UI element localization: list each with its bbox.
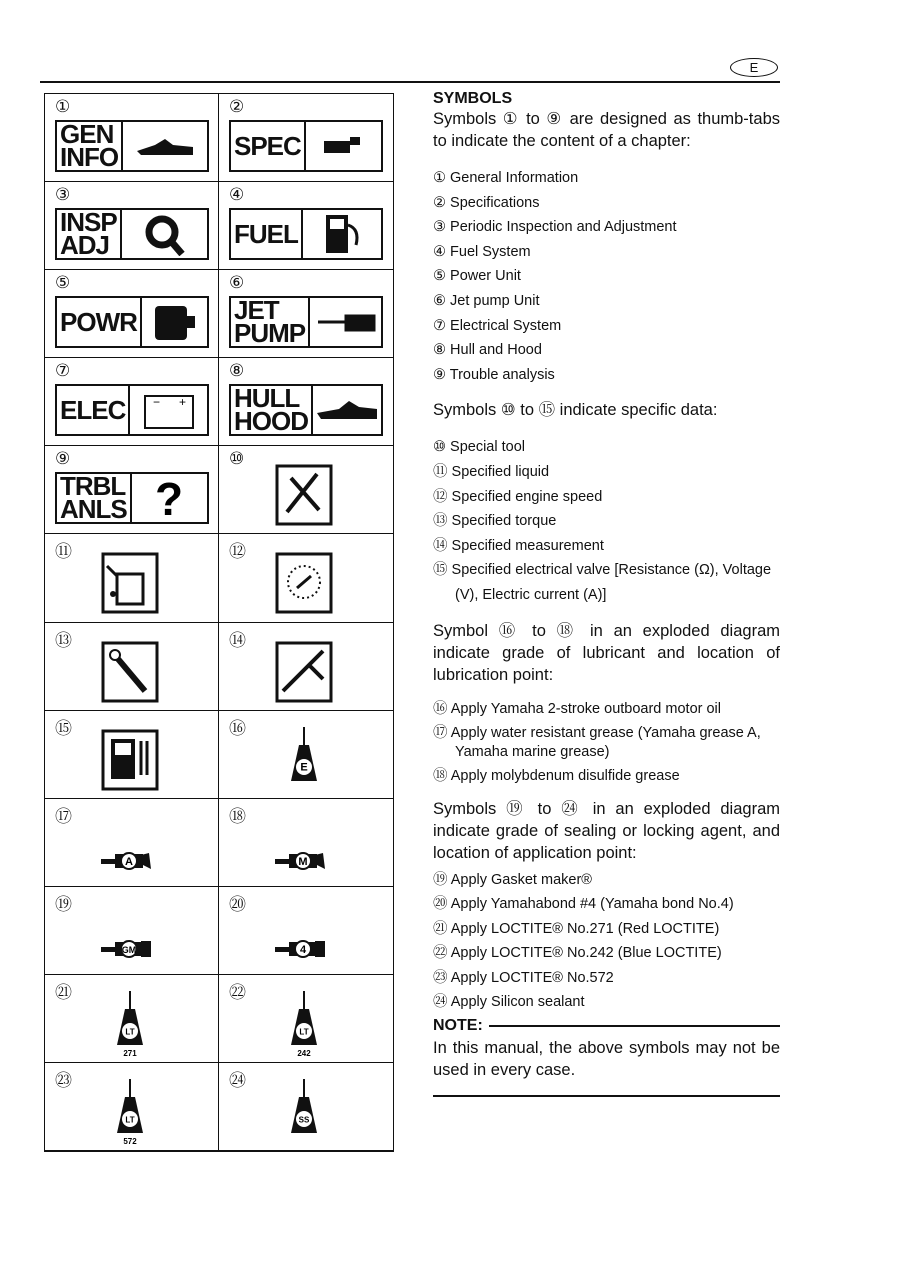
symbol-number: ㉓ [55, 1071, 72, 1091]
symbol-cell [45, 270, 219, 358]
thumb-tab-label: ANLS [60, 494, 127, 525]
symbol-number: ⑰ [55, 806, 72, 826]
thumb-tab-label: JET [234, 295, 279, 326]
thumb-tab [55, 384, 209, 436]
chapter-list [433, 166, 780, 387]
symbol-number: ③ [55, 185, 71, 205]
symbol-cell [219, 623, 393, 711]
list-item: ⑪ Specified liquid [433, 463, 550, 480]
lubricant-list [433, 700, 780, 786]
svg-text:+: + [178, 395, 186, 410]
symbol-cell [45, 799, 219, 887]
symbol-number: ⑩ [229, 449, 245, 469]
list-item: ⑫ Specified engine speed [433, 488, 603, 505]
note-text: In this manual, the above symbols may not be used in every case. [433, 1039, 780, 1080]
symbol-cell [219, 534, 393, 622]
symbol-cell [219, 94, 393, 182]
thumb-tab-label: PUMP [234, 318, 306, 349]
list-item: ⑩ Special tool [433, 439, 525, 456]
list-item: ⑥ Jet pump Unit [433, 292, 540, 309]
symbol-number: ㉔ [229, 1071, 246, 1091]
thumb-tab-label: HOOD [234, 406, 308, 437]
battery-icon [130, 386, 207, 434]
symbol-number: ⑳ [229, 894, 246, 914]
thumb-tab [55, 208, 209, 260]
symbol-cell [219, 446, 393, 534]
symbol-number: ㉒ [229, 982, 246, 1002]
svg-text:4: 4 [299, 943, 307, 956]
thumb-tab [229, 120, 383, 172]
symbol-cell [219, 799, 393, 887]
symbol-cell [219, 711, 393, 799]
engine-icon [142, 298, 207, 346]
list-item: ⑱ Apply molybdenum disulfide grease [433, 767, 680, 784]
symbol-number: ⑲ [55, 894, 72, 914]
list-item: ① General Information [433, 170, 579, 186]
symbol-number: ① [55, 97, 71, 116]
symbol-number: ⑪ [55, 542, 72, 562]
symbol-cell [45, 358, 219, 446]
jet-pump-icon [310, 298, 381, 346]
thumb-tab-label: INFO [60, 142, 119, 172]
note-end-rule [433, 1095, 780, 1097]
symbol-number: ⑦ [55, 361, 71, 381]
symbol-number: ④ [229, 185, 245, 205]
intro-sealant: Symbols ⑲ to ㉔ in an exploded diagram indicate grade of sealing or locking agent, and location of application point: [433, 799, 780, 862]
thumb-tab [55, 296, 209, 348]
list-item: ⑨ Trouble analysis [433, 366, 555, 383]
symbol-number: ⑤ [55, 273, 71, 293]
svg-text:271: 271 [123, 1048, 137, 1057]
thumb-tab-label: TRBL [60, 471, 126, 502]
thumb-tab [229, 384, 383, 436]
list-item: ㉑ Apply LOCTITE® No.271 (Red LOCTITE) [433, 920, 720, 937]
symbol-cell [219, 1063, 393, 1151]
language-logo: E [730, 58, 778, 77]
list-item: ⑤ Power Unit [433, 268, 521, 285]
jetski-icon [123, 122, 207, 170]
wrench-gauge-icon [306, 122, 381, 170]
thumb-tab [229, 296, 383, 348]
sealant-list [433, 868, 780, 1016]
symbol-cell [219, 887, 393, 975]
svg-text:LT: LT [125, 1027, 135, 1037]
symbol-cell [45, 182, 219, 270]
symbol-cell [45, 623, 219, 711]
fuel-pump-icon [303, 210, 381, 258]
thumb-tab-label: HULL [234, 383, 300, 414]
list-item: ㉒ Apply LOCTITE® No.242 (Blue LOCTITE) [433, 945, 722, 962]
symbol-table [44, 93, 394, 1152]
list-item: ⑲ Apply Gasket maker® [433, 871, 592, 888]
symbol-number: ⑮ [55, 718, 72, 738]
thumb-tab-label: POWR [60, 306, 137, 337]
list-item: ⑦ Electrical System [433, 317, 562, 334]
svg-text:−: − [152, 395, 160, 410]
symbol-number: ⑧ [229, 361, 245, 381]
symbol-cell [45, 94, 219, 182]
data-list [433, 435, 780, 607]
symbol-cell [219, 182, 393, 270]
svg-text:572: 572 [123, 1137, 137, 1146]
symbol-number: ② [229, 97, 245, 116]
thumb-tab-label: ELEC [60, 394, 126, 425]
thumb-tab-label: INSP [60, 207, 117, 238]
list-item: ⑯ Apply Yamaha 2-stroke outboard motor oil [433, 700, 722, 717]
svg-text:M: M [298, 855, 308, 868]
svg-text:242: 242 [297, 1048, 311, 1057]
question-icon [132, 474, 207, 522]
symbol-cell [45, 975, 219, 1063]
intro-lubricant: Symbol ⑯ to ⑱ in an exploded diagram indicate grade of lubricant and location of lubrication point: [433, 621, 780, 684]
symbol-cell [219, 270, 393, 358]
list-item: ⑧ Hull and Hood [433, 342, 542, 359]
symbol-cell [219, 358, 393, 446]
thumb-tab-label: GEN [60, 119, 114, 149]
symbol-number: ⑫ [229, 542, 246, 562]
symbols-text [433, 90, 780, 1097]
note-heading: NOTE: [433, 1017, 780, 1035]
list-item: ㉓ Apply LOCTITE® No.572 [433, 969, 614, 986]
symbol-number: ⑱ [229, 806, 246, 826]
svg-text:GM: GM [121, 944, 137, 955]
list-item: ② Specifications [433, 194, 540, 211]
hull-icon [313, 386, 381, 434]
svg-text:?: ? [155, 473, 184, 524]
symbol-cell [45, 534, 219, 622]
symbol-number: ⑥ [229, 273, 245, 293]
svg-text:SS: SS [298, 1115, 310, 1125]
thumb-tab [55, 120, 209, 172]
list-item: ⑬ Specified torque [433, 513, 557, 530]
thumb-tab-label: FUEL [234, 218, 298, 249]
thumb-tab-label: ADJ [60, 230, 110, 261]
thumb-tab-label: SPEC [234, 130, 301, 161]
symbol-number: ⑨ [55, 449, 71, 469]
list-item: ④ Fuel System [433, 243, 531, 260]
inspection-icon [122, 210, 207, 258]
symbol-cell [45, 446, 219, 534]
symbol-cell [219, 975, 393, 1063]
thumb-tab [229, 208, 383, 260]
svg-text:LT: LT [125, 1115, 135, 1125]
intro-specific-data: Symbols ⑩ to ⑮ indicate specific data: [433, 401, 718, 420]
symbol-number: ㉑ [55, 982, 72, 1002]
symbol-cell [45, 887, 219, 975]
symbol-cell [45, 1063, 219, 1151]
symbol-number: ⑯ [229, 718, 246, 738]
svg-text:A: A [125, 855, 133, 868]
list-item: ⑳ Apply Yamahabond #4 (Yamaha bond No.4) [433, 896, 734, 913]
list-item: ③ Periodic Inspection and Adjustment [433, 219, 677, 236]
intro-thumb-tabs: Symbols ① to ⑨ are designed as thumb-tabs to indicate the content of a chapter: [433, 110, 780, 150]
svg-text:E: E [300, 761, 308, 774]
list-item: ⑰ Apply water resistant grease (Yamaha grease A, Yamaha marine grease) [433, 724, 761, 760]
list-item: ⑮ Specified electrical valve [Resistance (Ω), Voltage (V), Electric current (A)] [433, 562, 772, 603]
svg-text:LT: LT [299, 1027, 309, 1037]
header-rule [40, 81, 780, 83]
list-item: ⑭ Specified measurement [433, 537, 604, 554]
symbol-number: ⑬ [55, 630, 72, 650]
list-item: ㉔ Apply Silicon sealant [433, 994, 585, 1011]
symbol-cell [45, 711, 219, 799]
section-title: SYMBOLS [433, 90, 513, 107]
symbol-number: ⑭ [229, 630, 246, 650]
thumb-tab [55, 472, 209, 524]
